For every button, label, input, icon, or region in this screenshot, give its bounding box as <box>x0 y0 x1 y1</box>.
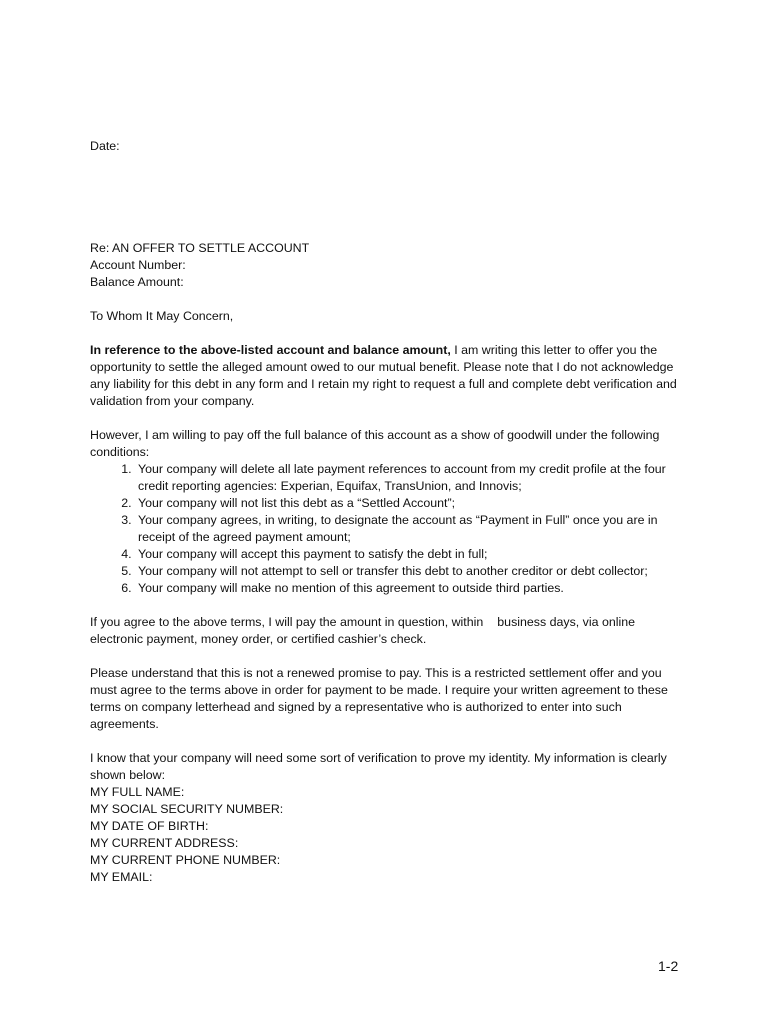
condition-item: 3. Your company agrees, in writing, to designate the account as “Payment in Full” once you are in receipt of the agreed payment amount; <box>135 512 690 546</box>
salutation: To Whom It May Concern, <box>90 309 234 323</box>
field-current-address: MY CURRENT ADDRESS: <box>90 836 239 850</box>
condition-item: 2. Your company will not list this debt as a “Settled Account”; <box>135 495 690 512</box>
paragraph-restricted-offer: Please understand that this is not a renewed promise to pay. This is a restricted settlement offer and you must agree to the terms above in order for payment to be made. I require your written agreement to these terms on company letterhead and signed by a representative who is authorized to enter into such agreements. <box>90 666 668 731</box>
account-number-label: Account Number: <box>90 258 186 272</box>
paragraph-payment-terms <box>90 614 690 648</box>
condition-item: 6. Your company will make no mention of this agreement to outside third parties. <box>135 580 690 597</box>
paragraph-reference-rest: I am writing this letter to offer you the opportunity to settle the alleged amount owed to our mutual benefit. Please note that I do not acknowledge any liability for this debt in any form and I retain my right to request a full and complete debt verification and validation from your company. <box>90 343 677 408</box>
condition-item: 1. Your company will delete all late payment references to account from my credit profile at the four credit reporting agencies: Experian, Equifax, TransUnion, and Innovis; <box>135 461 690 495</box>
condition-item: 5. Your company will not attempt to sell or transfer this debt to another creditor or debt collector; <box>135 563 690 580</box>
paragraph-verification: I know that your company will need some sort of verification to prove my identity. My information is clearly shown below: <box>90 751 667 782</box>
page-number: 1-2 <box>658 958 679 974</box>
paragraph-conditions-intro: However, I am willing to pay off the full balance of this account as a show of goodwill under the following conditions: <box>90 428 660 459</box>
field-ssn: MY SOCIAL SECURITY NUMBER: <box>90 802 284 816</box>
re-line: Re: AN OFFER TO SETTLE ACCOUNT <box>90 241 310 255</box>
date-label: Date: <box>90 139 120 153</box>
balance-amount-label: Balance Amount: <box>90 275 184 289</box>
letter-body <box>90 138 690 886</box>
field-full-name: MY FULL NAME: <box>90 785 185 799</box>
field-date-of-birth: MY DATE OF BIRTH: <box>90 819 209 833</box>
paragraph-reference <box>90 342 690 410</box>
paragraph-reference-bold: In reference to the above-listed account and balance amount, <box>90 343 451 357</box>
condition-item: 4. Your company will accept this payment to satisfy the debt in full; <box>135 546 690 563</box>
field-phone-number: MY CURRENT PHONE NUMBER: <box>90 853 281 867</box>
field-email: MY EMAIL: <box>90 870 153 884</box>
payment-terms-part-a: If you agree to the above terms, I will pay the amount in question, within <box>90 615 484 629</box>
conditions-list <box>90 461 690 597</box>
payment-terms-part-b: business days, via online electronic payment, money order, or certified cashier’s check. <box>90 615 636 646</box>
